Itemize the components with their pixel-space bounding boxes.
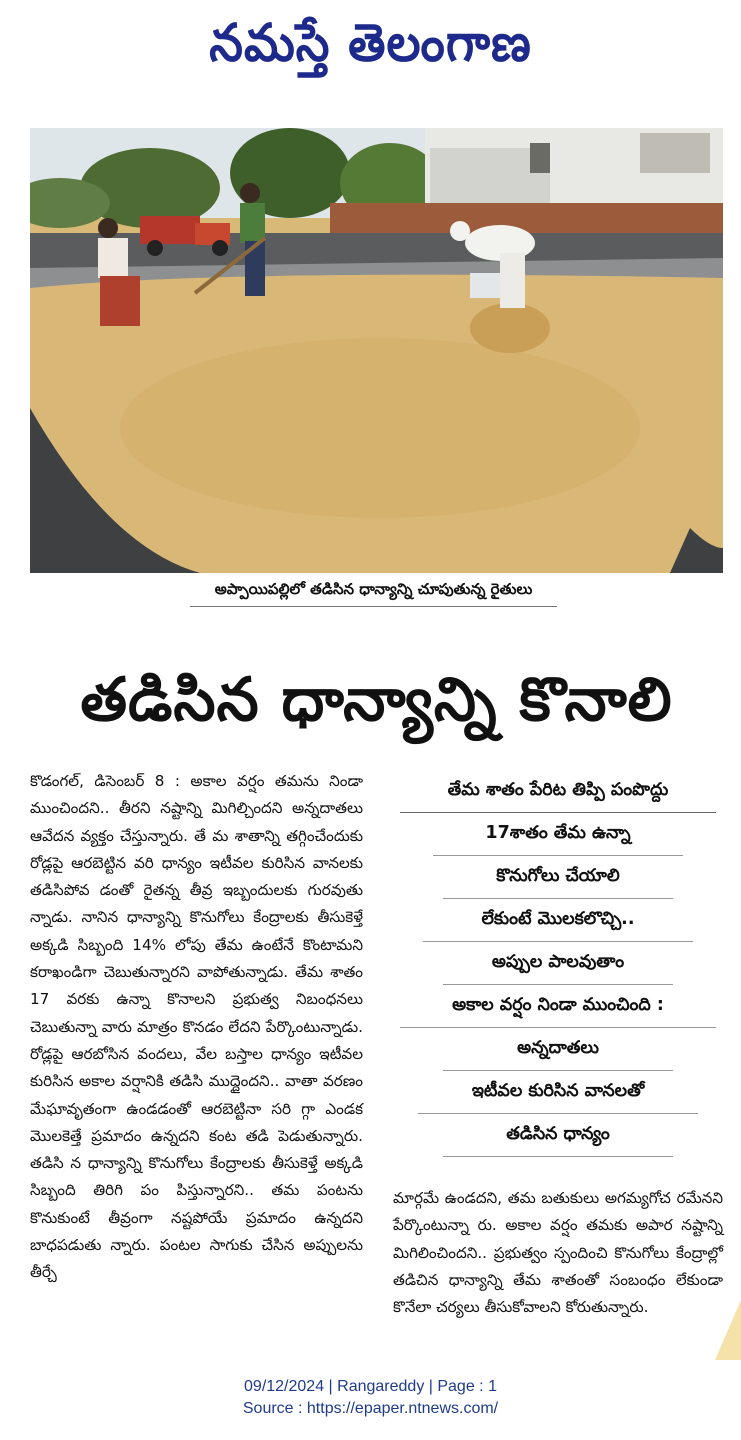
body-paragraph: మార్గమే ఉండదని, తమ బతుకులు అగమ్యగోచ రమేనని పేర్కొంటున్నా రు. అకాల వర్షం తమకు అపార నష్టాన్ని మిగిలించిందని.. ప్రభుత్వం స్పందించి కొనుగోలు కేంద్రాల్లో తడిచిన ధాన్యాన్ని తేమ శాతంతో సంబంధం లేకుండా కొనేలా చర్యలు తీసుకోవాలని కోరుతున్నారు. (393, 1189, 723, 1317)
pullquote-line: లేకుంటే మొలకలొచ్చి.. (423, 899, 693, 942)
article-headline: తడిసిన ధాన్యాన్ని కొనాలి (80, 665, 673, 735)
pullquote-line: అప్పుల పాలవుతాం (443, 942, 673, 985)
pullquote-box (398, 770, 718, 1157)
corner-marker (715, 1300, 741, 1360)
pullquote-line: తేమ శాతం పేరిట తిప్పి పంపొద్దు (400, 770, 716, 813)
masthead (0, 8, 741, 78)
footer-date-edition: 09/12/2024 | Rangareddy | Page : 1 (244, 1378, 497, 1395)
photo-illustration (30, 128, 723, 573)
photo-caption: అప్పాయిపల్లిలో తడిసిన ధాన్యాన్ని చూపుతున్న రైతులు (190, 576, 557, 607)
pullquote-line: ఇటీవల కురిసిన వానలతో (418, 1071, 698, 1114)
news-photo (30, 128, 723, 573)
masthead-title: నమస్తే తెలంగాణ (209, 12, 532, 74)
pullquote-line: కొనుగోలు చేయాలి (443, 856, 673, 899)
page-footer (0, 1376, 741, 1420)
body-paragraph: కొడంగల్, డిసెంబర్ 8 : అకాల వర్షం తమను నిండా ముంచిందని.. తీరని నష్టాన్ని మిగిల్చిందని అన్నదాతలు ఆవేదన వ్యక్తం చేస్తున్నారు. తే మ శాతాన్ని తగ్గించేందుకు రోడ్లపై ఆరబెట్టిన వరి ధాన్యం ఇటీవల కురిసిన వానలకు తడిసిపోవ డంతో రైతన్న తీవ్ర ఇబ్బందులకు గురవుతు న్నాడు. నానిన ధాన్యాన్ని కొనుగోలు కేంద్రాలకు తీసుకెళ్తే అక్కడి సిబ్బంది 14% లోపు తేమ ఉంటేనే కొంటామని కరాఖండిగా చెబుతున్నారని వాపోతున్నాడు. తేమ శాతం 17 వరకు ఉన్నా కొనాలని ప్రభుత్వ నిబంధనలు చెబుతున్నా వారు మాత్రం కొనడం లేదని పేర్కొంటున్నాడు. రోడ్లపై ఆరబోసిన వందలు, వేల బస్తాల ధాన్యం ఇటీవల కురిసిన అకాల వర్షానికి తడిసి ముద్దైందని.. వాతా వరణం మేఘావృతంగా ఉండడంతో ఆరబెట్టినా సరి గ్గా ఎండక మొలకెత్తే ప్రమాదం ఉన్నదని కంట తడి పెడుతున్నారు. తడిసి న ధాన్యాన్ని కొనుగోలు కేంద్రాలకు తీసుకెళ్తే అక్కడి సిబ్బంది తిరిగి పం పిస్తున్నారని.. తమ పంటను కొనుకుంటే తీవ్రంగా నష్టపోయే ప్రమాదం ఉన్నదని బాధపడుతు న్నారు. పంటల సాగుకు చేసిన అప్పులను తీర్చే (30, 772, 363, 1282)
article-body-left (30, 768, 363, 1358)
pullquote-line: 17శాతం తేమ ఉన్నా (433, 813, 683, 856)
article-body-right (393, 1185, 723, 1360)
footer-source: Source : https://epaper.ntnews.com/ (242, 1400, 499, 1417)
pullquote-line: తడిసిన ధాన్యం (443, 1114, 673, 1157)
pullquote-line: అకాల వర్షం నిండా ముంచింది : (400, 985, 716, 1028)
pullquote-line: అన్నదాతలు (443, 1028, 673, 1071)
